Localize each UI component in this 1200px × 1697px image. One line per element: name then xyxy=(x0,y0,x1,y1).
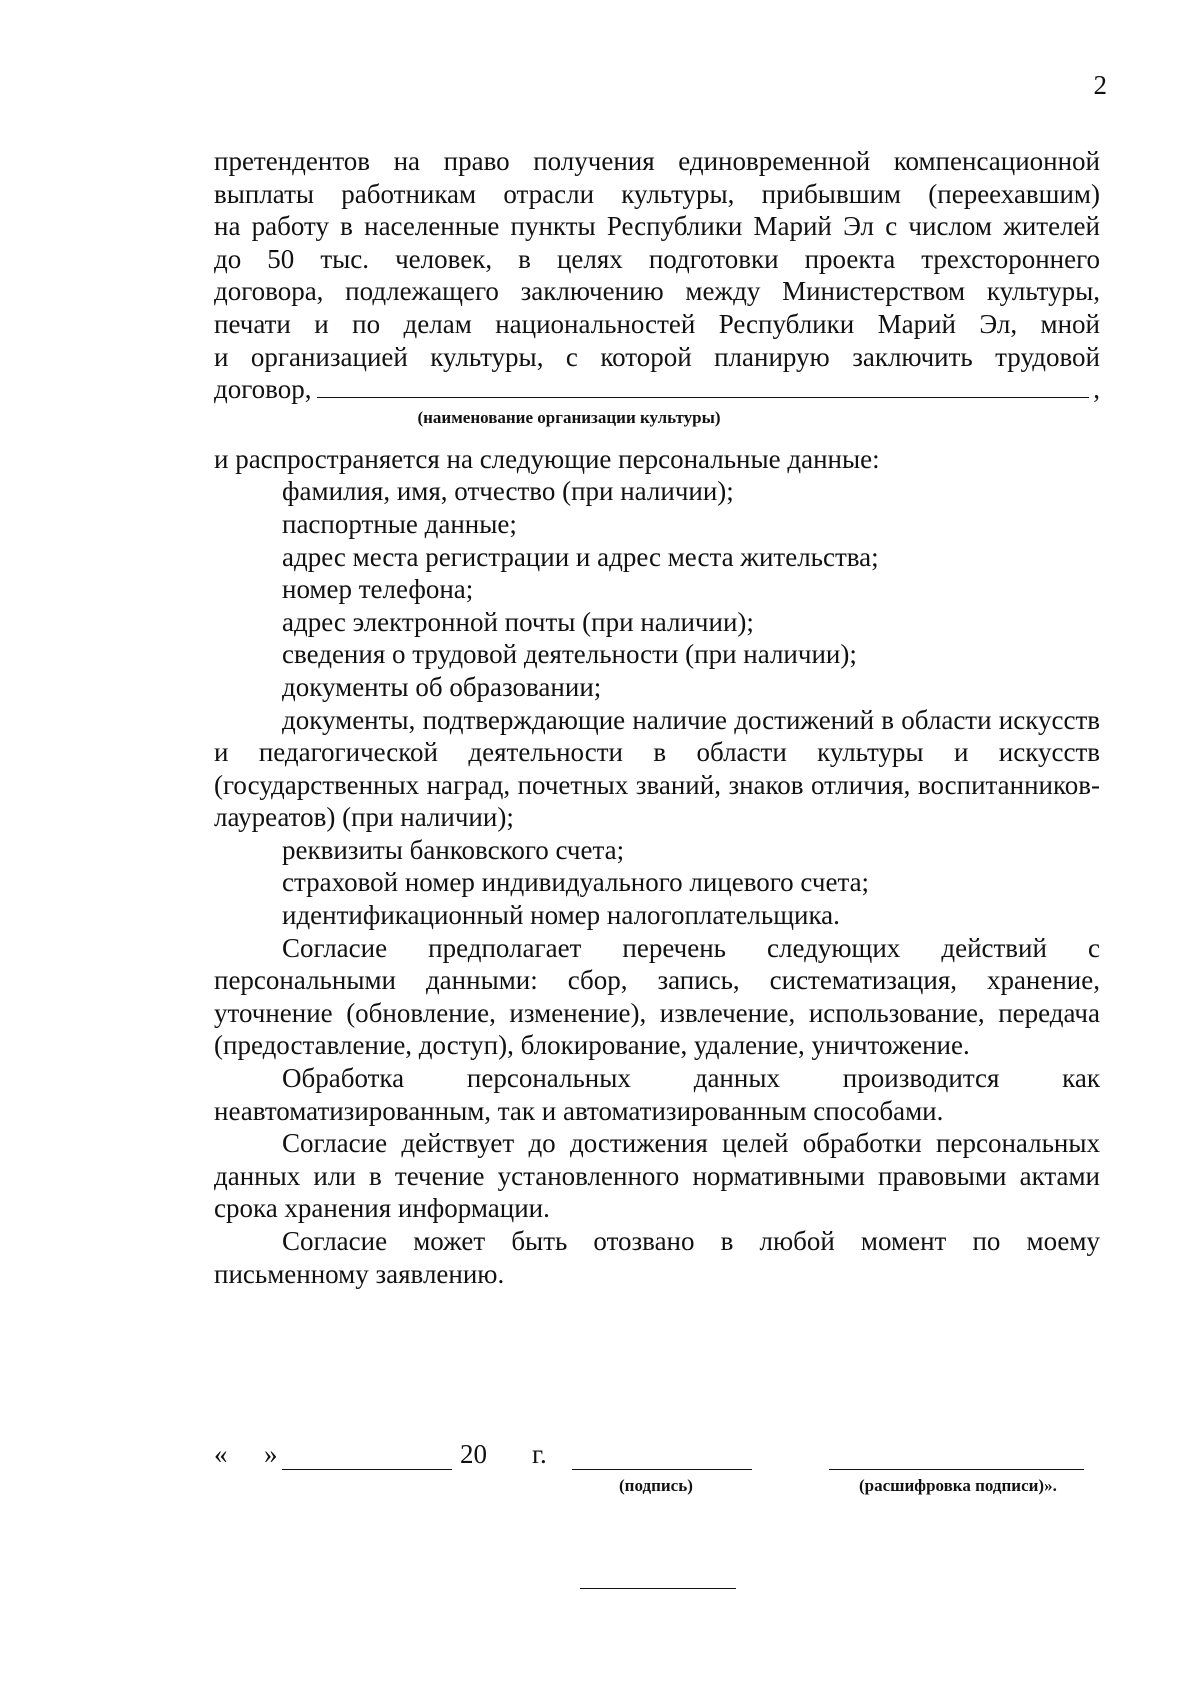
date-quote-open: « xyxy=(214,1439,228,1469)
organization-field-prefix: договор, xyxy=(214,374,312,405)
signature-decoding-blank[interactable] xyxy=(829,1468,1084,1470)
signature-blank[interactable] xyxy=(572,1468,752,1470)
organization-field-row xyxy=(214,373,1100,406)
intro-line-4: до 50 тыс. человек, в целях подготовки проекта трехстороннего xyxy=(214,243,1100,274)
intro-line-7: и организацией культуры, с которой планирую заключить трудовой xyxy=(214,341,1100,372)
actions-paragraph: Согласие предполагает перечень следующих действий с персональными данными: сбор, запись, систематизация, хранение, уточнение (обновление, изменение), извлечение, использование, передача (предоставление, доступ), блокирование, удаление, уничтожение. xyxy=(214,932,1100,1061)
data-list-intro: и распространяется на следующие персональные данные: xyxy=(214,443,880,474)
validity-paragraph: Согласие действует до достижения целей обработки персональных данных или в течение установленного нормативными правовыми актами срока хранения информации. xyxy=(214,1128,1100,1224)
intro-line-3: на работу в населенные пункты Республики Марий Эл с числом жителей xyxy=(214,211,1100,242)
intro-line-6: печати и по делам национальностей Республики Марий Эл, мной xyxy=(214,308,1100,339)
data-item-passport: паспортные данные; xyxy=(282,508,517,539)
data-item-education: документы об образовании; xyxy=(282,671,602,702)
data-item-email: адрес электронной почты (при наличии); xyxy=(282,606,754,637)
revocation-paragraph: Согласие может быть отозвано в любой момент по моему письменному заявлению. xyxy=(214,1226,1100,1289)
data-item-snils: страховой номер индивидуального лицевого счета; xyxy=(282,867,870,898)
data-item-employment: сведения о трудовой деятельности (при наличии); xyxy=(282,639,857,670)
intro-line-1: претендентов на право получения единовременной компенсационной xyxy=(214,146,1100,176)
organization-field-suffix: , xyxy=(1093,374,1100,405)
date-month-blank[interactable] xyxy=(282,1468,452,1470)
signature-caption: (подпись) xyxy=(619,1476,693,1495)
processing-paragraph: Обработка персональных данных производится как неавтоматизированным, так и автоматизированным способами. xyxy=(214,1063,1100,1126)
page-number: 2 xyxy=(1093,70,1107,100)
data-item-fio: фамилия, имя, отчество (при наличии); xyxy=(282,476,734,507)
data-item-achievements: документы, подтверждающие наличие достижений в области искусств и педагогической деятельности в области культуры и искусств (государственных наград, почетных званий, знаков отличия, воспитанников-лауреатов) (при наличии); xyxy=(214,704,1100,833)
data-item-phone: номер телефона; xyxy=(282,574,474,605)
data-item-bank: реквизиты банковского счета; xyxy=(282,834,625,865)
intro-line-5: договора, подлежащего заключению между Министерством культуры, xyxy=(214,276,1100,307)
date-year-suffix: г. xyxy=(532,1439,547,1469)
date-year-prefix: 20 xyxy=(460,1439,487,1469)
date-quote-close: » xyxy=(264,1439,278,1469)
signature-decoding-caption: (расшифровка подписи)». xyxy=(859,1476,1057,1495)
data-item-inn: идентификационный номер налогоплательщика. xyxy=(282,900,840,931)
intro-line-2: выплаты работникам отрасли культуры, прибывшим (переехавшим) xyxy=(214,178,1100,209)
document-body xyxy=(214,145,1100,1290)
organization-name-blank[interactable] xyxy=(317,396,1089,398)
data-item-address: адрес места регистрации и адрес места жительства; xyxy=(282,541,879,572)
document-end-line xyxy=(580,1587,736,1589)
signature-block xyxy=(214,1438,1100,1508)
organization-field-caption: (наименование организации культуры) xyxy=(417,407,721,427)
